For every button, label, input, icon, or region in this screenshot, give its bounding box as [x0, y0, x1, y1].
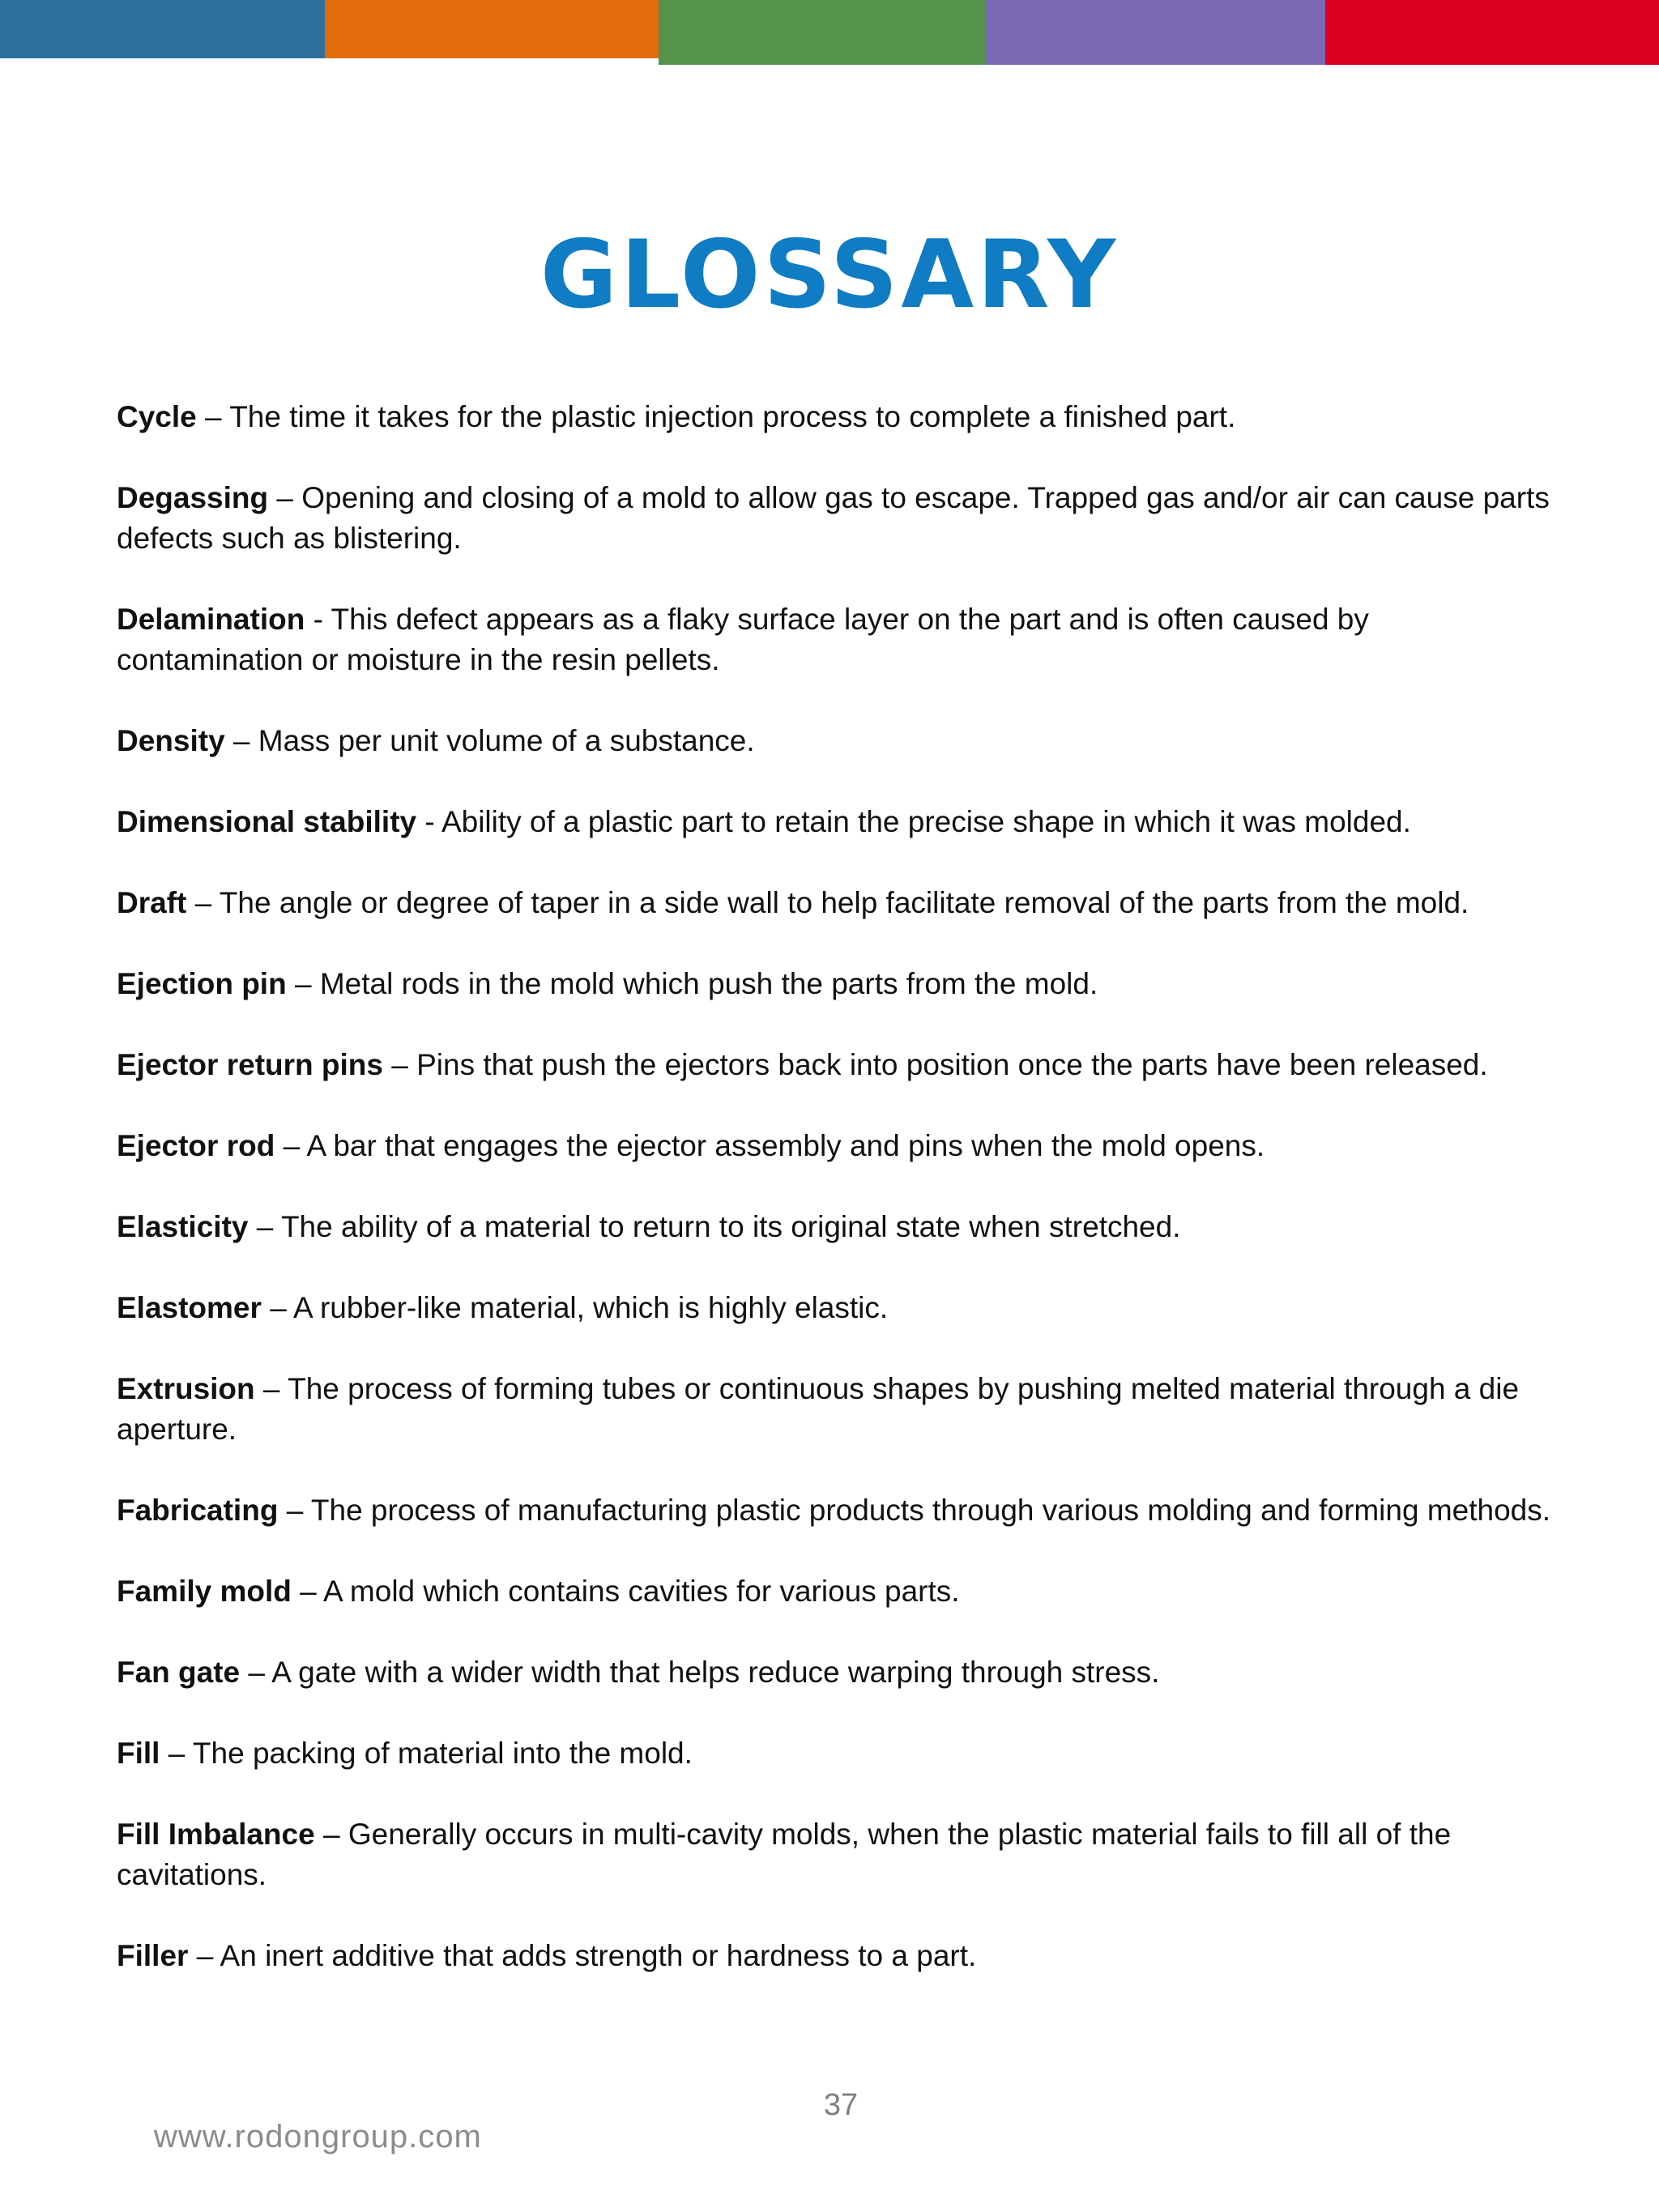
glossary-term: Elasticity: [117, 1210, 249, 1243]
glossary-term: Elastomer: [117, 1291, 262, 1324]
glossary-definition: A gate with a wider width that helps reduce warping through stress.: [271, 1656, 1160, 1689]
glossary-entry: [117, 1207, 1559, 1247]
glossary-definition: Metal rods in the mold which push the parts from the mold.: [319, 967, 1098, 1000]
glossary-term: Extrusion: [117, 1372, 255, 1405]
glossary-term: Filler: [117, 1939, 189, 1972]
glossary-separator: –: [248, 1210, 281, 1243]
glossary-list: [117, 397, 1559, 2017]
glossary-separator: –: [291, 1575, 323, 1608]
glossary-entry: [117, 1126, 1559, 1166]
glossary-term: Delamination: [117, 603, 305, 636]
glossary-separator: -: [416, 805, 441, 838]
glossary-definition: An inert additive that adds strength or hardness to a part.: [220, 1939, 977, 1972]
header-color-bar: [0, 0, 1659, 65]
glossary-separator: –: [268, 481, 302, 514]
glossary-separator: –: [254, 1372, 288, 1405]
glossary-definition: Pins that push the ejectors back into position once the parts have been released.: [416, 1048, 1488, 1081]
glossary-entry: [117, 599, 1559, 680]
glossary-separator: –: [186, 886, 220, 919]
glossary-definition: Generally occurs in multi-cavity molds, when the plastic material fails to fill all of the cavitations.: [117, 1818, 1452, 1891]
glossary-term: Fabricating: [117, 1494, 279, 1527]
glossary-term: Cycle: [117, 400, 197, 433]
glossary-definition: A bar that engages the ejector assembly and pins when the mold opens.: [306, 1129, 1265, 1162]
footer-website-url: www.rodongroup.com: [154, 2119, 482, 2154]
color-bar-segment-blue: [0, 0, 325, 58]
glossary-separator: –: [188, 1939, 220, 1972]
glossary-definition: A rubber-like material, which is highly elastic.: [293, 1291, 889, 1324]
glossary-separator: –: [261, 1291, 294, 1324]
glossary-separator: –: [275, 1129, 307, 1162]
glossary-definition: The process of forming tubes or continuous shapes by pushing melted material through a die aperture.: [117, 1372, 1520, 1446]
glossary-entry: [117, 1733, 1559, 1774]
color-bar-segment-purple: [985, 0, 1325, 65]
glossary-entry: [117, 1936, 1559, 1976]
glossary-entry: [117, 1490, 1559, 1531]
glossary-separator: –: [314, 1818, 348, 1851]
glossary-term: Degassing: [117, 481, 269, 514]
glossary-separator: –: [286, 967, 320, 1000]
glossary-separator: –: [382, 1048, 417, 1081]
glossary-entry: [117, 1369, 1559, 1450]
glossary-definition: This defect appears as a flaky surface layer on the part and is often caused by contamination or moisture in the resin pellets.: [117, 603, 1369, 676]
glossary-entry: [117, 1652, 1559, 1693]
glossary-separator: -: [305, 603, 331, 636]
glossary-definition: Ability of a plastic part to retain the precise shape in which it was molded.: [441, 805, 1411, 838]
glossary-term: Fan gate: [117, 1656, 241, 1689]
glossary-separator: –: [224, 724, 258, 757]
glossary-entry: [117, 964, 1559, 1004]
glossary-entry: [117, 721, 1559, 761]
glossary-definition: The process of manufacturing plastic products through various molding and forming methods.: [310, 1494, 1551, 1527]
glossary-entry: [117, 478, 1559, 559]
glossary-definition: The ability of a material to return to its original state when stretched.: [280, 1210, 1181, 1243]
page-number: 37: [823, 2088, 859, 2122]
glossary-definition: The time it takes for the plastic injection process to complete a finished part.: [229, 400, 1236, 433]
glossary-entry: [117, 1288, 1559, 1328]
glossary-term: Dimensional stability: [117, 805, 417, 838]
glossary-entry: [117, 1814, 1559, 1895]
glossary-entry: [117, 802, 1559, 842]
glossary-term: Ejection pin: [117, 967, 287, 1000]
glossary-definition: A mold which contains cavities for various parts.: [323, 1575, 960, 1608]
glossary-definition: The angle or degree of taper in a side wall to help facilitate removal of the parts from the mold.: [219, 886, 1469, 919]
glossary-entry: [117, 1571, 1559, 1612]
glossary-definition: Opening and closing of a mold to allow gas to escape. Trapped gas and/or air can cause parts defects such as blistering.: [117, 481, 1550, 555]
glossary-entry: [117, 1045, 1559, 1085]
glossary-term: Fill Imbalance: [117, 1818, 315, 1851]
glossary-separator: –: [240, 1656, 272, 1689]
color-bar-segment-red: [1325, 0, 1659, 65]
color-bar-segment-green: [659, 0, 985, 65]
page-title: GLOSSARY: [539, 220, 1120, 330]
glossary-term: Draft: [117, 886, 187, 919]
glossary-separator: –: [160, 1737, 193, 1770]
glossary-entry: [117, 883, 1559, 923]
glossary-separator: –: [196, 400, 230, 433]
glossary-separator: –: [278, 1494, 311, 1527]
glossary-definition: Mass per unit volume of a substance.: [258, 724, 755, 757]
glossary-term: Family mold: [117, 1575, 292, 1608]
glossary-term: Density: [117, 724, 225, 757]
glossary-definition: The packing of material into the mold.: [192, 1737, 693, 1770]
glossary-term: Fill: [117, 1737, 160, 1770]
glossary-term: Ejector return pins: [117, 1048, 383, 1081]
glossary-term: Ejector rod: [117, 1129, 275, 1162]
color-bar-segment-orange: [325, 0, 659, 58]
glossary-entry: [117, 397, 1559, 437]
